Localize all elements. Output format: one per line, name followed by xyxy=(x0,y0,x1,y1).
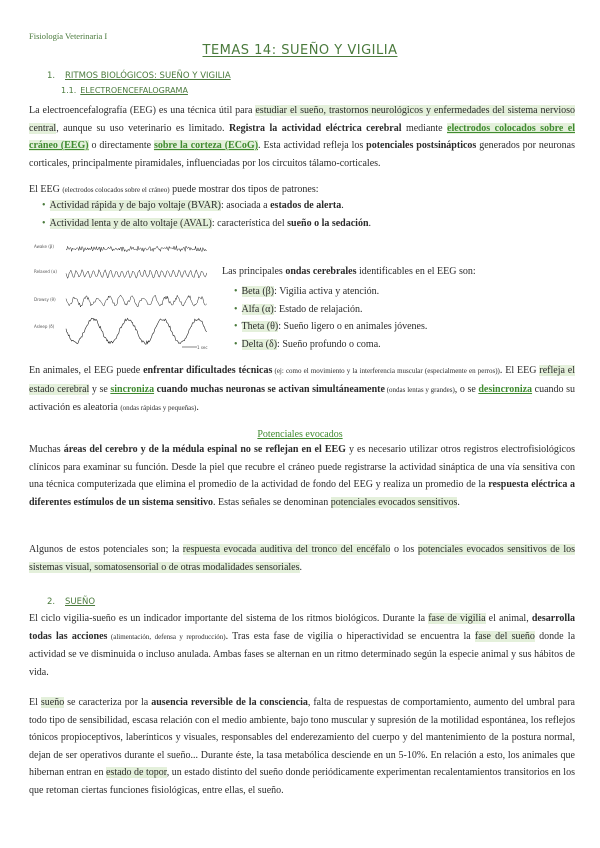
paragraph-eeg-patterns: El EEG (electrodos colocados sobre el cráneo) puede mostrar dos tipos de patrones: xyxy=(29,184,319,195)
eeg-label-awake: Awake (β) xyxy=(34,244,54,249)
page-title: TEMAS 14: SUEÑO Y VIGILIA xyxy=(202,43,398,58)
link-corteza[interactable]: sobre la corteza (ECoG) xyxy=(153,140,259,151)
bullet-icon: • xyxy=(42,200,46,211)
document-header: Fisiología Veterinaria I xyxy=(29,31,108,41)
bullet-icon: • xyxy=(234,338,238,350)
list-item: • Alfa (α): Estado de relajación. xyxy=(234,303,363,315)
list-item: • Beta (β): Vigilia activa y atención. xyxy=(234,286,380,297)
section-number: 1. xyxy=(47,71,56,81)
list-item: • Delta (δ): Sueño profundo o coma. xyxy=(234,338,381,350)
section-label: SUEÑO xyxy=(65,597,96,607)
eeg-trace-beta xyxy=(66,246,207,252)
bullet-icon: • xyxy=(234,321,238,332)
list-item: • Actividad rápida y de bajo voltaje (BVAR): asociada a estados de alerta. xyxy=(42,200,344,211)
bullet-icon: • xyxy=(234,286,238,297)
section-2-heading xyxy=(47,597,95,607)
bullet-icon: • xyxy=(234,303,238,315)
paragraph-evoked-examples: Algunos de estos potenciales son; la respuesta evocada auditiva del tronco del encéfalo o los potenciales evocados sensitivos de los sistemas visual, somatosensorial o de otras modalidades sensoriales. xyxy=(29,544,576,573)
eeg-trace-delta xyxy=(66,318,207,344)
link-desincroniza[interactable]: desincroniza xyxy=(478,383,533,395)
link-electrodos[interactable]: electrodos colocados sobre el cráneo (EEG) xyxy=(29,122,575,151)
waves-intro: Las principales ondas cerebrales identificables en el EEG son: xyxy=(222,266,476,277)
subsection-1-1-heading xyxy=(61,86,188,95)
eeg-label-drowsy: Drowsy (θ) xyxy=(34,297,56,302)
list-item: • Actividad lenta y de alto voltaje (AVAL): característica del sueño o la sedación. xyxy=(42,218,372,229)
paragraph-sleep-cycle: El ciclo vigilia-sueño es un indicador importante del sistema de los ritmos biológicos. Durante la fase de vigilia el animal, desarrolla todas las acciones (alimentación, defensa y reproducción). Tras esta fase de vigilia o hiperactividad se encuentra la fase del sueño donde la actividad se ve disminuida o incluso anulada. Ambas fases se alternan en un ritmo determinado según la especie animal y sus hábitos de vida. xyxy=(29,613,576,678)
paragraph-evoked: Muchas áreas del cerebro y de la médula espinal no se reflejan en el EEG y es necesario utilizar otros registros electrofisiológicos clínicos para examinar su función. Desde la piel que recubre el cráneo puede registrarse la actividad sináptica de una vía sensitiva con una técnica computerizada que elimina el promedio de la actividad de fondo del EEG y realiza un promedio de la respuesta eléctrica a diferentes estímulos de un sistema sensitivo. Estas señales se denominan potenciales evocados sensitivos. xyxy=(29,444,575,508)
list-item: • Theta (θ): Sueño ligero o en animales jóvenes. xyxy=(234,321,428,332)
patterns-list xyxy=(42,197,371,233)
subsection-label: ELECTROENCEFALOGRAMA xyxy=(80,86,188,95)
section-label: RITMOS BIOLÓGICOS: SUEÑO Y VIGILIA xyxy=(65,71,231,81)
paragraph-sleep-definition: El sueño se caracteriza por la ausencia reversible de la consciencia, falta de respuestas de comportamiento, aumento del umbral para todo tipo de sensibilidad, escasa relación con el medio ambiente, bajo tono muscular y supresión de la motilidad espontánea, los reflejos tónicos propioceptivos, laberínticos y visuales, responsables del enderezamiento del cuerpo y del mantenimiento de la postura normal, dejan de ser operativos durante el sueño... Durante éste, la tasa metabólica desciende en un 5-10%. En relación a esto, los animales que hibernan entran en estado de topor, un estado distinto del sueño donde periódicamente experimentan recalentamientos transitorios en los que retoman ciertas funciones fisiológicas, entre ellas, el sueño. xyxy=(29,697,576,796)
bullet-icon: • xyxy=(42,218,46,229)
section-1-heading xyxy=(47,71,231,81)
eeg-trace-theta xyxy=(66,295,207,307)
paragraph-eeg-intro: La electroencefalografía (EEG) es una técnica útil para estudiar el sueño, trastornos neurológicos y enfermedades del sistema nervioso central, aunque su uso veterinario es limitado. Registra la actividad eléctrica cerebral mediante electrodos colocados sobre el cráneo (EEG) o directamente sobre la corteza (ECoG). Esta actividad refleja los potenciales postsinápticos generados por neuronas corticales, principalmente piramidales, influenciadas por los circuitos tálamo-corticales. xyxy=(29,105,576,169)
eeg-trace-alpha xyxy=(66,270,207,279)
paragraph-eeg-sync: En animales, el EEG puede enfrentar dificultades técnicas (ej: como el movimiento y la interferencia muscular (especialmente en perros)). El EEG refleja el estado cerebral y se sincroniza cuando muchas neuronas se activan simultáneamente (ondas lentas y grandes), o se desincroniza cuando su activación es aleatoria (ondas rápidas y pequeñas). xyxy=(29,365,576,413)
subsection-number: 1.1. xyxy=(61,86,77,95)
eeg-label-asleep: Asleep (δ) xyxy=(34,324,55,329)
waves-list xyxy=(234,283,427,353)
section-number: 2. xyxy=(47,597,56,607)
link-sincroniza[interactable]: sincroniza xyxy=(110,383,155,395)
eeg-waveform-figure xyxy=(32,243,210,353)
evoked-potentials-heading: Potenciales evocados xyxy=(257,429,343,440)
eeg-label-relaxed: Relaxed (α) xyxy=(34,269,57,274)
eeg-scale-label: 1 sec xyxy=(197,345,208,350)
